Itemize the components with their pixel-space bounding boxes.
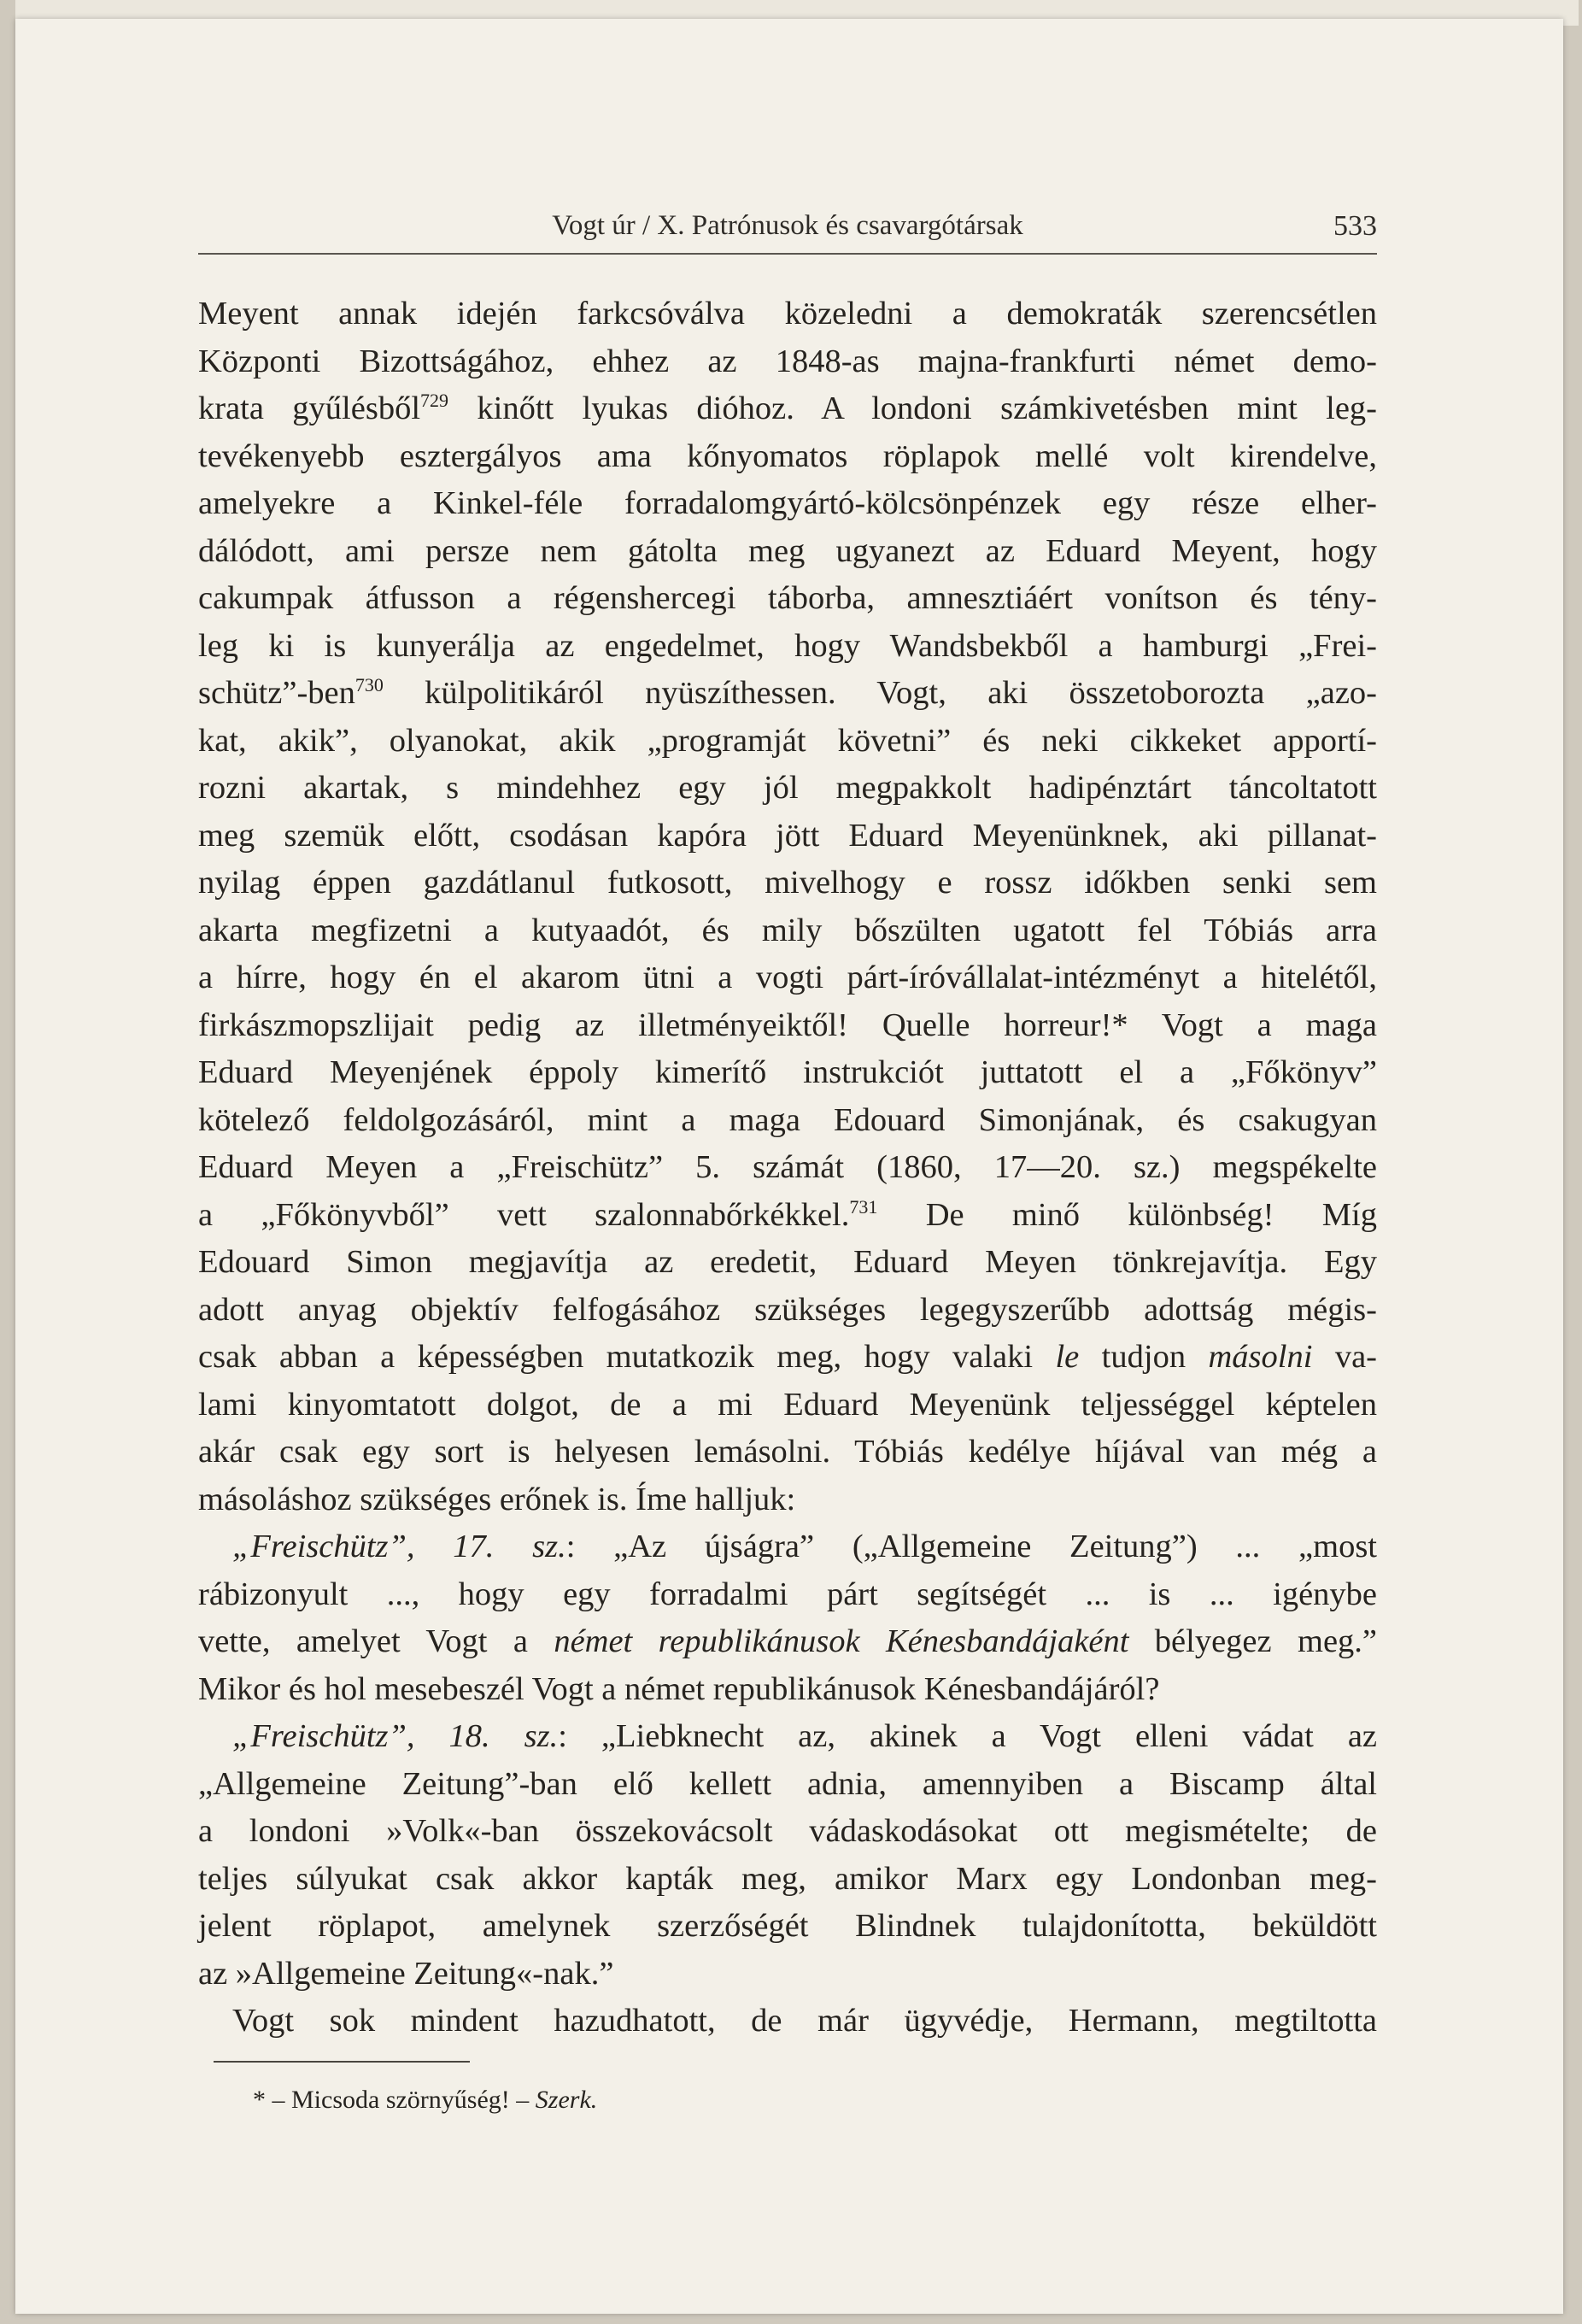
text-line: a hírre, hogy én el akarom ütni a vogti párt-íróvállalat-intézményt a hitelétől, [198,960,1377,995]
text-line: Edouard Simon megjavítja az eredetit, Eduard Meyen tönkrejavítja. Egy [198,1244,1377,1280]
text-line: akarta megfizetni a kutyaadót, és mily bőszülten ugatott fel Tóbiás arra [198,912,1377,948]
text-line: Eduard Meyenjének éppoly kimerítő instrukciót juttatott el a „Főkönyv” [198,1054,1377,1090]
text-line: jelent röplapot, amelynek szerzőségét Blindnek tulajdonította, beküldött [198,1908,1377,1944]
text-line: meg szemük előtt, csodásan kapóra jött Eduard Meyenünknek, aki pillanat- [198,817,1377,854]
note-ref: 731 [849,1195,878,1218]
text-line: dálódott, ami persze nem gátolta meg ugyanezt az Eduard Meyent, hogy [198,532,1377,569]
text-line: rábizonyult ..., hogy egy forradalmi párt segítségét ... is ... igénybe [198,1576,1377,1612]
text-line: krata gyűlésből$^{729}$ kinőtt lyukas dióhoz. A londoni számkivetésben mint leg- [198,390,1377,426]
text-line: másoláshoz szükséges erőnek is. Íme halljuk: [198,1481,796,1517]
text-line: teljes súlyukat csak akkor kapták meg, amikor Marx egy Londonban meg- [198,1860,1377,1897]
text-line: Eduard Meyen a „Freischütz” 5. számát (1860, 17—20. sz.) megspékelte [198,1149,1377,1185]
note-ref: 730 [354,674,384,695]
text-line: kötelező feldolgozásáról, mint a maga Edouard Simonjának, és csakugyan [198,1101,1377,1138]
text-line: Mikor és hol mesebeszél Vogt a német republikánusok Kénesbandájáról? [198,1670,1160,1707]
text-line: kat, akik”, olyanokat, akik „programját követni” és neki cikkeket apportí- [198,722,1377,759]
running-title: Vogt úr / X. Patrónusok és csavargótársak [552,210,1023,241]
text-line: Vogt sok mindent hazudhatott, de már ügyvédje, Hermann, megtiltotta [232,2003,1377,2039]
text-line: „Freischütz”, 18. sz.: „Liebknecht az, akinek a Vogt elleni vádat az [232,1718,1377,1754]
body-text [198,290,1377,2045]
text-line: akár csak egy sort is helyesen lemásolni. Tóbiás kedélye híjával van még a [198,1434,1377,1470]
text-line: adott anyag objektív felfogásához szükséges legegyszerűbb adottság mégis- [198,1291,1377,1328]
running-header [198,210,1377,255]
note-ref: 729 [420,390,449,411]
page-number: 533 [1333,210,1377,242]
text-line: Központi Bizottságához, ehhez az 1848-as majna-frankfurti német demo- [198,343,1377,379]
text-line: nyilag éppen gazdátlanul futkosott, mivelhogy e rossz időkben senki sem [198,865,1377,901]
text-line: „Freischütz”, 17. sz.: „Az újságra” („Allgemeine Zeitung”) ... „most [232,1529,1377,1564]
text-line: csak abban a képességben mutatkozik meg, hogy valaki le tudjon másolni va- [198,1339,1377,1375]
text-line: leg ki is kunyerálja az engedelmet, hogy Wandsbekből a hamburgi „Frei- [198,627,1377,664]
text-line: az »Allgemeine Zeitung«-nak.” [198,1955,614,1992]
text-line: cakumpak átfusson a régenshercegi táborba, amnesztiáért vonítson és tény- [198,580,1377,616]
footnote: * – Micsoda szörnyűség! – Szerk. [253,2086,598,2114]
text-line: rozni akartak, s mindehhez egy jól megpakkolt hadipénztárt táncoltatott [198,770,1377,806]
text-line: lami kinyomtatott dolgot, de a mi Eduard Meyenünk teljességgel képtelen [198,1386,1377,1423]
text-line: Meyent annak idején farkcsóválva közeledni a demokraták szerencsétlen [198,296,1377,332]
text-line: vette, amelyet Vogt a német republikánusok Kénesbandájaként bélyegez meg.” [198,1623,1377,1659]
text-line: schütz”-ben$^{730}$ külpolitikáról nyüszíthessen. Vogt, aki összetoborozta „azo- [198,674,1377,711]
text-line: „Allgemeine Zeitung”-ban elő kellett adnia, amennyiben a Biscamp által [198,1765,1377,1802]
text-line: a londoni »Volk«-ban összekovácsolt vádaskodásokat ott megismételte; de [198,1813,1377,1849]
text-line: firkászmopszlijait pedig az illetményeiktől! Quelle horreur!* Vogt a maga [198,1006,1377,1043]
text-line: tevékenyebb esztergályos ama kőnyomatos röplapok mellé volt kirendelve, [198,437,1377,474]
footnote-rule [214,2061,470,2063]
text-line: a „Főkönyvből” vett szalonnabőrkékkel.$^{731}$ De minő különbség! Míg [198,1195,1377,1233]
text-line: amelyekre a Kinkel-féle forradalomgyártó-kölcsönpénzek egy része elher- [198,485,1377,521]
